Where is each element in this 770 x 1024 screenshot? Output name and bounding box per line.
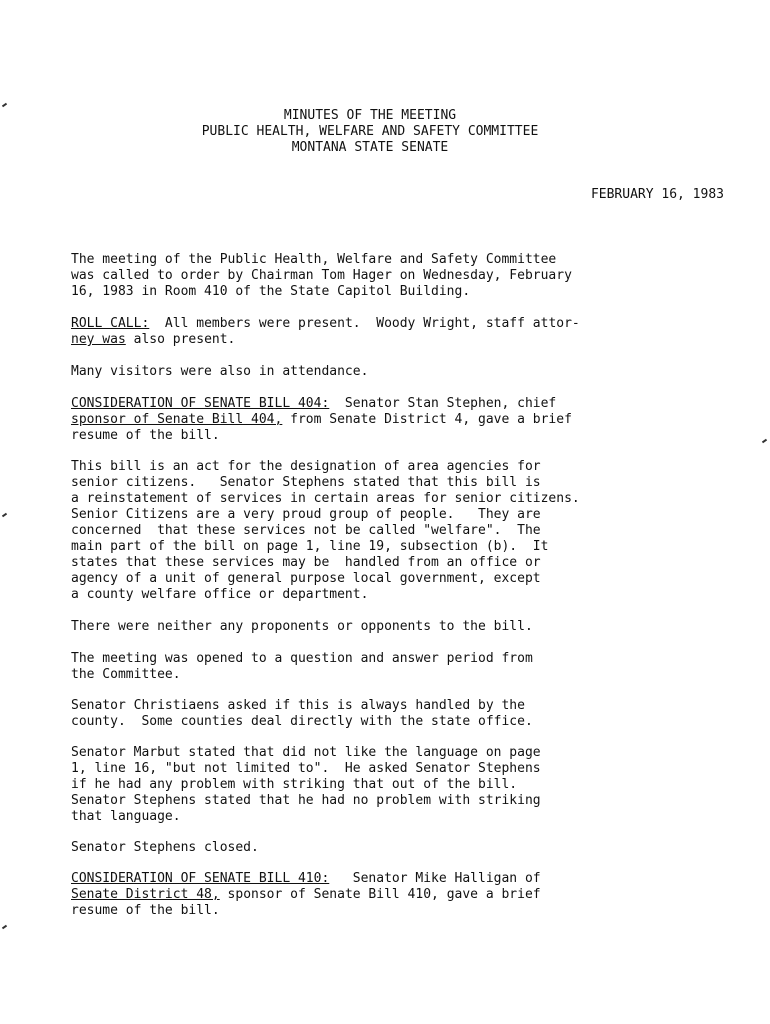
meeting-date: FEBRUARY 16, 1983: [590, 187, 724, 202]
paragraph-line: the Committee.: [71, 667, 181, 682]
roll-call-line: ney was also present.: [71, 332, 236, 347]
sb410-line: resume of the bill.: [71, 903, 220, 918]
scan-mark: [2, 513, 7, 518]
paragraph-line: Senator Christiaens asked if this is always handled by the: [71, 698, 525, 713]
paragraph-line: was called to order by Chairman Tom Hager on Wednesday, February: [71, 268, 572, 283]
scan-mark: [2, 103, 7, 108]
paragraph-line: states that these services may be handled from an office or: [71, 555, 541, 570]
paragraph-line: main part of the bill on page 1, line 19, subsection (b). It: [71, 539, 549, 554]
paragraph-line: There were neither any proponents or opponents to the bill.: [71, 619, 533, 634]
paragraph-line: Senior Citizens are a very proud group of people. They are: [71, 507, 541, 522]
paragraph-line: a county welfare office or department.: [71, 587, 369, 602]
paragraph-line: a reinstatement of services in certain areas for senior citizens.: [71, 491, 580, 506]
paragraph-line: that language.: [71, 809, 181, 824]
paragraph-line: Senator Stephens stated that he had no problem with striking: [71, 793, 541, 808]
document-header: [0, 108, 740, 156]
paragraph-line: 16, 1983 in Room 410 of the State Capitol Building.: [71, 284, 471, 299]
sb410-line: CONSIDERATION OF SENATE BILL 410: Senator Mike Halligan of: [71, 871, 541, 886]
scan-mark: [762, 439, 767, 444]
paragraph-line: The meeting of the Public Health, Welfare and Safety Committee: [71, 252, 557, 267]
paragraph-line: concerned that these services not be called "welfare". The: [71, 523, 541, 538]
paragraph-line: The meeting was opened to a question and answer period from: [71, 651, 533, 666]
paragraph-line: agency of a unit of general purpose local government, except: [71, 571, 541, 586]
paragraph-line: Senator Marbut stated that did not like the language on page: [71, 745, 541, 760]
paragraph-line: county. Some counties deal directly with the state office.: [71, 714, 533, 729]
sb410-heading: CONSIDERATION OF SENATE BILL 410:: [71, 871, 330, 886]
roll-call-heading: ROLL CALL:: [71, 316, 150, 331]
paragraph-line: This bill is an act for the designation of area agencies for: [71, 459, 541, 474]
sb404-line: CONSIDERATION OF SENATE BILL 404: Senator Stan Stephen, chief: [71, 396, 557, 411]
sb404-heading: CONSIDERATION OF SENATE BILL 404:: [71, 396, 330, 411]
header-senate: MONTANA STATE SENATE: [291, 140, 449, 155]
sb404-line: resume of the bill.: [71, 428, 220, 443]
header-committee: PUBLIC HEALTH, WELFARE AND SAFETY COMMITTEE: [201, 124, 539, 139]
paragraph-line: Senator Stephens closed.: [71, 840, 259, 855]
paragraph-line: 1, line 16, "but not limited to". He asked Senator Stephens: [71, 761, 541, 776]
sb410-line: Senate District 48, sponsor of Senate Bill 410, gave a brief: [71, 887, 541, 902]
sb404-line: sponsor of Senate Bill 404, from Senate District 4, gave a brief: [71, 412, 572, 427]
paragraph-line: Many visitors were also in attendance.: [71, 364, 369, 379]
paragraph-line: if he had any problem with striking that out of the bill.: [71, 777, 518, 792]
roll-call-line: ROLL CALL: All members were present. Woody Wright, staff attor-: [71, 316, 580, 331]
scan-mark: [2, 925, 7, 930]
paragraph-line: senior citizens. Senator Stephens stated that this bill is: [71, 475, 541, 490]
header-title: MINUTES OF THE MEETING: [283, 108, 457, 123]
